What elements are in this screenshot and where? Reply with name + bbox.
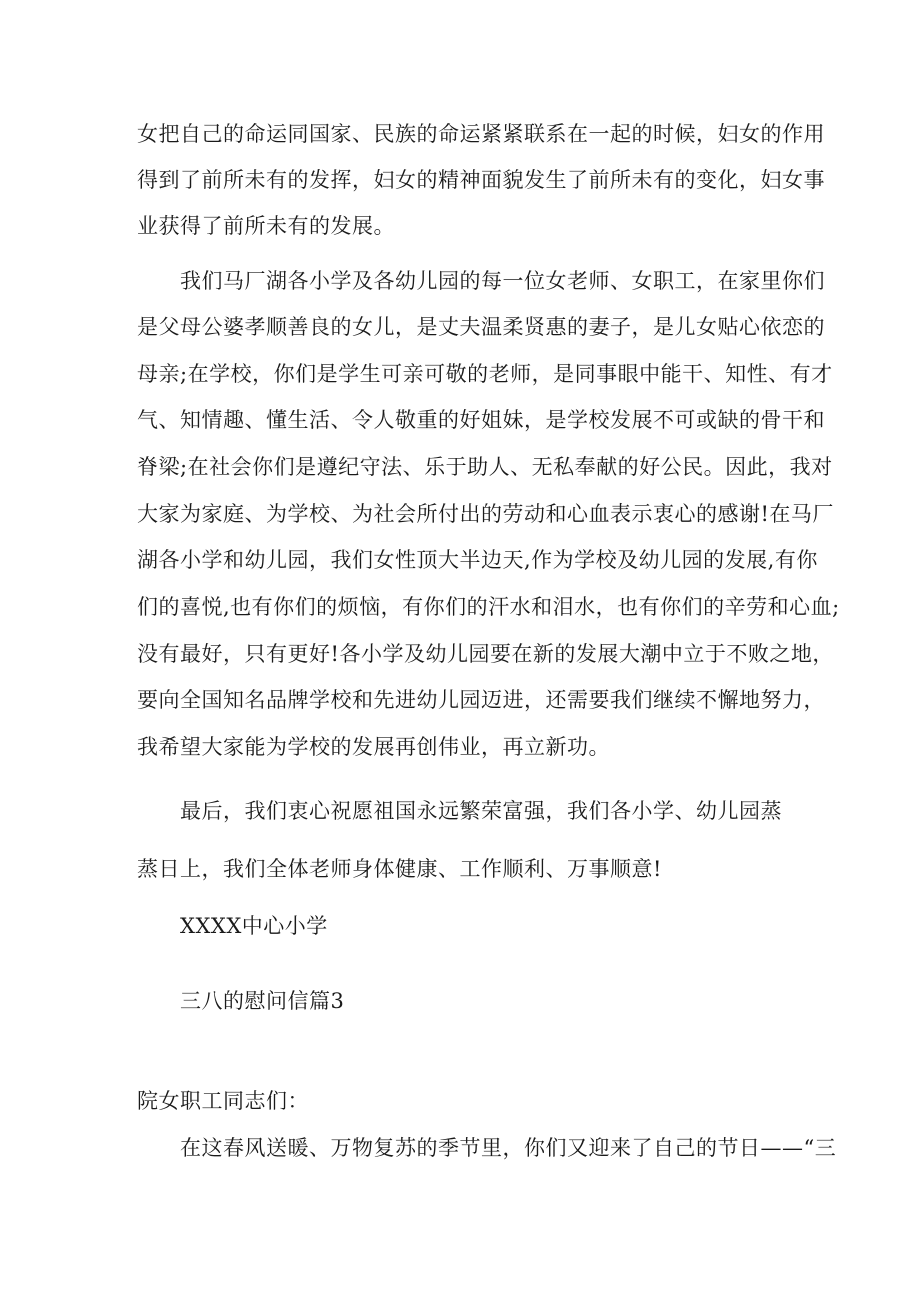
paragraph-2-line-11: 我希望大家能为学校的发展再创伟业，再立新功。 (137, 735, 610, 759)
paragraph-2-line-3: 母亲;在学校，你们是学生可亲可敬的老师，是同事眼中能干、知性、有才 (137, 362, 833, 386)
section-title: 三八的慰问信篇3 (180, 989, 345, 1013)
paragraph-1-line-3: 业获得了前所未有的发展。 (137, 214, 395, 238)
opening-line: 在这春风送暖、万物复苏的季节里，你们又迎来了自己的节日——“三 (180, 1136, 837, 1160)
paragraph-2-line-6: 大家为家庭、为学校、为社会所付出的劳动和心血表示衷心的感谢!在马厂 (137, 502, 834, 526)
paragraph-2-line-5: 脊梁;在社会你们是遵纪守法、乐于助人、无私奉献的好公民。因此，我对 (137, 455, 833, 479)
paragraph-2-line-10: 要向全国知名品牌学校和先进幼儿园迈进，还需要我们继续不懈地努力， (137, 688, 825, 712)
signature: XXXX中心小学 (180, 914, 328, 938)
paragraph-2-line-7: 湖各小学和幼儿园，我们女性顶大半边天,作为学校及幼儿园的发展,有你 (137, 548, 818, 572)
salutation: 院女职工同志们： (137, 1089, 309, 1113)
paragraph-3-line-2: 蒸日上，我们全体老师身体健康、工作顺利、万事顺意! (137, 857, 662, 881)
paragraph-2-line-1: 我们马厂湖各小学及各幼儿园的每一位女老师、女职工，在家里你们 (180, 269, 825, 293)
paragraph-1-line-1: 女把自己的命运同国家、民族的命运紧紧联系在一起的时候，妇女的作用 (137, 122, 825, 146)
paragraph-1-line-2: 得到了前所未有的发挥，妇女的精神面貌发生了前所未有的变化，妇女事 (137, 168, 825, 192)
paragraph-2-line-9: 没有最好，只有更好!各小学及幼儿园要在新的发展大潮中立于不败之地， (137, 642, 834, 666)
paragraph-2-line-2: 是父母公婆孝顺善良的女儿，是丈夫温柔贤惠的妻子，是儿女贴心依恋的 (137, 315, 825, 339)
paragraph-2-line-4: 气、知情趣、懂生活、令人敬重的好姐妹，是学校发展不可或缺的骨干和 (137, 408, 825, 432)
paragraph-3-line-1: 最后，我们衷心祝愿祖国永远繁荣富强，我们各小学、幼儿园蒸 (180, 799, 782, 823)
paragraph-2-line-8: 们的喜悦,也有你们的烦恼，有你们的汗水和泪水，也有你们的辛劳和心血; (137, 595, 840, 619)
